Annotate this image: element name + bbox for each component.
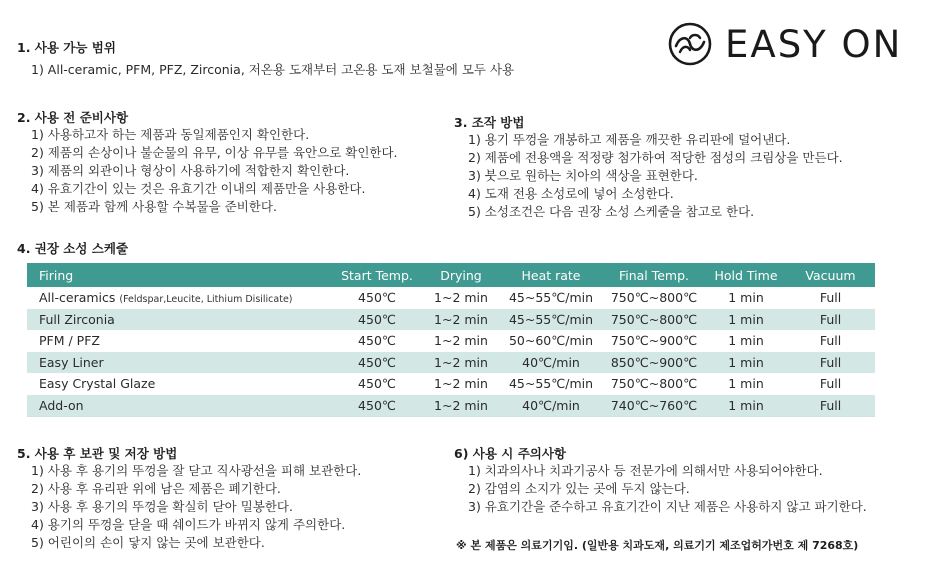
section-title: 2. 사용 전 준비사항: [17, 110, 129, 125]
list-item: 5) 본 제품과 함께 사용할 수복물을 준비한다.: [31, 199, 277, 214]
section-usage-range: [17, 39, 514, 79]
section-title: 1. 사용 가능 범위: [17, 40, 116, 55]
cell-final-temp: 750℃~800℃: [602, 309, 706, 331]
column-header-hold-time: Hold Time: [706, 263, 786, 287]
column-header-drying: Drying: [422, 263, 500, 287]
list-item: 1) 용기 뚜껑을 개봉하고 제품을 깨끗한 유리판에 덜어낸다.: [468, 132, 791, 147]
cell-start-temp: 450℃: [332, 330, 422, 352]
section-operation: [454, 114, 843, 221]
cell-final-temp: 850℃~900℃: [602, 352, 706, 374]
firing-schedule-table: [27, 263, 875, 417]
cell-firing: Easy Liner: [27, 352, 332, 374]
cell-drying: 1~2 min: [422, 287, 500, 309]
column-header-heat-rate: Heat rate: [500, 263, 602, 287]
section-title: 6) 사용 시 주의사항: [454, 446, 566, 461]
cell-final-temp: 750℃~900℃: [602, 330, 706, 352]
cell-drying: 1~2 min: [422, 330, 500, 352]
cell-hold-time: 1 min: [706, 309, 786, 331]
table-header-row: [27, 263, 875, 287]
cell-final-temp: 750℃~800℃: [602, 287, 706, 309]
cell-vacuum: Full: [786, 309, 875, 331]
section-title: 4. 권장 소성 스케줄: [17, 241, 129, 256]
brand-logo: [667, 20, 917, 68]
medical-device-note: ※ 본 제품은 의료기기임. (일반용 치과도재, 의료기기 제조업허가번호 제 7268호): [456, 539, 859, 552]
table-row: [27, 330, 875, 352]
cell-heat-rate: 45~55℃/min: [500, 287, 602, 309]
list-item: 1) All-ceramic, PFM, PFZ, Zirconia, 저온용 도재부터 고온용 도재 보철물에 모두 사용: [31, 62, 515, 77]
logo-text: EASY ON: [725, 22, 903, 66]
column-header-final-temp: Final Temp.: [602, 263, 706, 287]
cell-heat-rate: 40℃/min: [500, 352, 602, 374]
section-firing-schedule: [17, 240, 128, 257]
cell-firing: PFM / PFZ: [27, 330, 332, 352]
table-row: [27, 373, 875, 395]
cell-start-temp: 450℃: [332, 309, 422, 331]
cell-heat-rate: 45~55℃/min: [500, 373, 602, 395]
column-header-vacuum: Vacuum: [786, 263, 875, 287]
cell-drying: 1~2 min: [422, 373, 500, 395]
list-item: 4) 도재 전용 소성로에 넣어 소성한다.: [468, 186, 674, 201]
list-item: 4) 용기의 뚜껑을 닫을 때 쉐이드가 바뀌지 않게 주의한다.: [31, 517, 346, 532]
cell-firing: Easy Crystal Glaze: [27, 373, 332, 395]
cell-hold-time: 1 min: [706, 395, 786, 417]
cell-start-temp: 450℃: [332, 352, 422, 374]
list-item: 3) 유효기간을 준수하고 유효기간이 지난 제품은 사용하지 않고 파기한다.: [468, 499, 867, 514]
list-item: 2) 사용 후 유리판 위에 남은 제품은 폐기한다.: [31, 481, 281, 496]
cell-vacuum: Full: [786, 352, 875, 374]
list-item: 5) 어린이의 손이 닿지 않는 곳에 보관한다.: [31, 535, 265, 550]
table-row: [27, 309, 875, 331]
column-header-firing: Firing: [27, 263, 332, 287]
table-row: [27, 395, 875, 417]
section-preparation: [17, 109, 398, 216]
cell-vacuum: Full: [786, 395, 875, 417]
cell-final-temp: 750℃~800℃: [602, 373, 706, 395]
cell-heat-rate: 50~60℃/min: [500, 330, 602, 352]
cell-vacuum: Full: [786, 373, 875, 395]
list-item: 3) 붓으로 원하는 치아의 색상을 표현한다.: [468, 168, 698, 183]
cell-hold-time: 1 min: [706, 287, 786, 309]
cell-hold-time: 1 min: [706, 330, 786, 352]
cell-hold-time: 1 min: [706, 373, 786, 395]
column-header-start-temp: Start Temp.: [332, 263, 422, 287]
cell-firing: [27, 287, 332, 309]
cell-start-temp: 450℃: [332, 395, 422, 417]
cell-drying: 1~2 min: [422, 309, 500, 331]
list-item: 3) 사용 후 용기의 뚜껑을 확실히 닫아 밀봉한다.: [31, 499, 293, 514]
cell-final-temp: 740℃~760℃: [602, 395, 706, 417]
firing-name: All-ceramics: [39, 290, 116, 306]
list-item: 1) 치과의사나 치과기공사 등 전문가에 의해서만 사용되어야한다.: [468, 463, 823, 478]
cell-start-temp: 450℃: [332, 373, 422, 395]
cell-heat-rate: 40℃/min: [500, 395, 602, 417]
list-item: 2) 감염의 소지가 있는 곳에 두지 않는다.: [468, 481, 690, 496]
table-row: [27, 352, 875, 374]
cell-vacuum: Full: [786, 330, 875, 352]
cell-drying: 1~2 min: [422, 395, 500, 417]
list-item: 2) 제품의 손상이나 불순물의 유무, 이상 유무를 육안으로 확인한다.: [31, 145, 398, 160]
cell-firing: Full Zirconia: [27, 309, 332, 331]
list-item: 1) 사용 후 용기의 뚜껑을 잘 닫고 직사광선을 피해 보관한다.: [31, 463, 362, 478]
cell-firing: Add-on: [27, 395, 332, 417]
section-title: 5. 사용 후 보관 및 저장 방법: [17, 446, 178, 461]
easy-on-logo-icon: [667, 21, 713, 67]
section-storage: [17, 445, 361, 552]
cell-drying: 1~2 min: [422, 352, 500, 374]
firing-note: (Feldspar,Leucite, Lithium Disilicate): [119, 294, 293, 306]
cell-hold-time: 1 min: [706, 352, 786, 374]
list-item: 4) 유효기간이 있는 것은 유효기간 이내의 제품만을 사용한다.: [31, 181, 366, 196]
section-precautions: [454, 445, 867, 516]
section-title: 3. 조작 방법: [454, 115, 525, 130]
list-item: 2) 제품에 전용액을 적정량 첨가하여 적당한 점성의 크림상을 만든다.: [468, 150, 843, 165]
list-item: 3) 제품의 외관이나 형상이 사용하기에 적합한지 확인한다.: [31, 163, 350, 178]
list-item: 5) 소성조건은 다음 권장 소성 스케줄을 참고로 한다.: [468, 204, 755, 219]
cell-start-temp: 450℃: [332, 287, 422, 309]
list-item: 1) 사용하고자 하는 제품과 동일제품인지 확인한다.: [31, 127, 310, 142]
cell-heat-rate: 45~55℃/min: [500, 309, 602, 331]
cell-vacuum: Full: [786, 287, 875, 309]
table-row: [27, 287, 875, 309]
